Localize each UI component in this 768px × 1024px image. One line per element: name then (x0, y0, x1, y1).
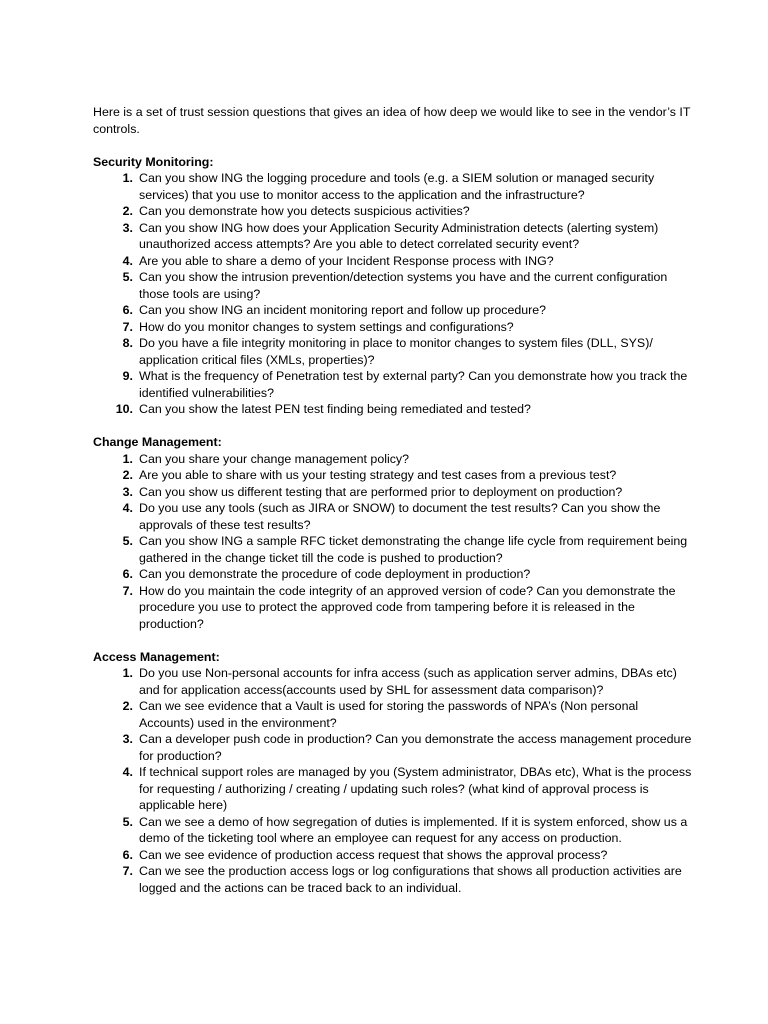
list-item (93, 220, 693, 253)
item-text: Can we see the production access logs or log configurations that shows all production activities are logged and the actions can be traced back to an individual. (139, 864, 682, 895)
item-number: 3. (122, 732, 133, 746)
question-list (93, 451, 693, 633)
item-number: 2. (122, 468, 133, 482)
item-text: How do you monitor changes to system settings and configurations? (139, 319, 514, 334)
item-text: Can you demonstrate the procedure of code deployment in production? (139, 567, 531, 581)
list-item (93, 665, 693, 698)
item-number: 6. (122, 847, 133, 862)
item-text: Can you show ING how does your Application Security Administration detects (alerting system) unauthorized access attempts? Are you able to detect correlated security event? (139, 220, 659, 251)
item-number: 1. (122, 666, 133, 680)
item-text: Are you able to share with us your testing strategy and test cases from a previous test? (139, 468, 617, 482)
item-text: How do you maintain the code integrity of an approved version of code? Can you demonstrate the procedure you use to protect the approved code from tampering before it is released in the production? (139, 583, 676, 631)
item-number: 6. (122, 303, 133, 317)
list-item (93, 583, 693, 633)
item-text: Do you use any tools (such as JIRA or SNOW) to document the test results? Can you show the approvals of these test results? (139, 501, 661, 532)
section-heading: Access Management: (93, 649, 220, 664)
item-text: Can you show ING an incident monitoring report and follow up procedure? (139, 303, 547, 317)
item-number: 5. (122, 814, 133, 829)
list-item (93, 451, 693, 468)
item-number: 2. (122, 204, 133, 218)
section-access-management (93, 649, 693, 897)
section-change-management (93, 434, 693, 632)
item-text: Do you have a file integrity monitoring in place to monitor changes to system files (DLL, SYS)/ application critical files (XMLs, properties)? (139, 336, 653, 367)
item-number: 7. (122, 319, 133, 334)
list-item (93, 731, 693, 764)
section-heading: Change Management: (93, 435, 222, 449)
item-number: 4. (122, 501, 133, 515)
item-number: 8. (122, 336, 133, 350)
item-number: 3. (122, 220, 133, 235)
question-list (93, 170, 693, 418)
list-item (93, 335, 693, 368)
item-text: If technical support roles are managed by you (System administrator, DBAs etc), What is the process for requesting / authorizing / creating / updating such roles? (what kind of approval process is applicable here) (139, 765, 692, 812)
item-text: What is the frequency of Penetration test by external party? Can you demonstrate how you track the identified vulnerabilities? (139, 369, 688, 400)
document-page (93, 104, 693, 896)
item-text: Can you show the latest PEN test finding being remediated and tested? (139, 402, 531, 416)
item-number: 9. (122, 369, 133, 383)
list-item (93, 401, 693, 418)
item-text: Can a developer push code in production? Can you demonstrate the access management procedure for production? (139, 732, 692, 763)
item-number: 2. (122, 699, 133, 713)
list-item (93, 319, 693, 336)
section-heading: Security Monitoring: (93, 154, 214, 169)
intro-paragraph: Here is a set of trust session questions that gives an idea of how deep we would like to see in the vendor’s IT controls. (93, 105, 691, 136)
list-item (93, 847, 693, 864)
item-text: Can we see evidence that a Vault is used for storing the passwords of NPA’s (Non personal Accounts) used in the environment? (139, 699, 639, 730)
list-item (93, 467, 693, 484)
list-item (93, 484, 693, 501)
list-item (93, 500, 693, 533)
item-number: 3. (122, 484, 133, 499)
item-number: 4. (122, 765, 133, 779)
item-number: 1. (122, 451, 133, 466)
item-number: 7. (122, 583, 133, 598)
list-item (93, 269, 693, 302)
question-list (93, 665, 693, 896)
list-item (93, 764, 693, 814)
item-text: Can we see evidence of production access request that shows the approval process? (139, 847, 608, 862)
item-text: Can you show ING the logging procedure and tools (e.g. a SIEM solution or managed security services) that you use to monitor access to the application and the infrastructure? (139, 171, 655, 202)
item-text: Are you able to share a demo of your Incident Response process with ING? (139, 253, 554, 268)
item-number: 4. (122, 253, 133, 268)
list-item (93, 253, 693, 270)
item-number: 1. (122, 171, 133, 185)
item-text: Do you use Non-personal accounts for infra access (such as application server admins, DBAs etc) and for application access(accounts used by SHL for assessment data comparison)? (139, 666, 677, 697)
item-text: Can you show us different testing that are performed prior to deployment on production? (139, 484, 623, 499)
section-security-monitoring (93, 154, 693, 418)
item-text: Can you show the intrusion prevention/detection systems you have and the current configuration those tools are using? (139, 270, 668, 301)
item-number: 5. (122, 270, 133, 284)
item-number: 10. (115, 402, 133, 416)
item-text: Can you show ING a sample RFC ticket demonstrating the change life cycle from requirement being gathered in the change ticket till the code is pushed to production? (139, 534, 688, 565)
list-item (93, 203, 693, 220)
item-text: Can you share your change management policy? (139, 451, 410, 466)
list-item (93, 863, 693, 896)
list-item (93, 302, 693, 319)
list-item (93, 698, 693, 731)
item-text: Can we see a demo of how segregation of duties is implemented. If it is system enforced, show us a demo of the ticketing tool where an employee can request for any access on production. (139, 814, 688, 845)
list-item (93, 368, 693, 401)
list-item (93, 533, 693, 566)
list-item (93, 566, 693, 583)
list-item (93, 170, 693, 203)
item-number: 6. (122, 567, 133, 581)
item-number: 7. (122, 864, 133, 878)
list-item (93, 814, 693, 847)
item-text: Can you demonstrate how you detects suspicious activities? (139, 204, 470, 218)
item-number: 5. (122, 534, 133, 548)
